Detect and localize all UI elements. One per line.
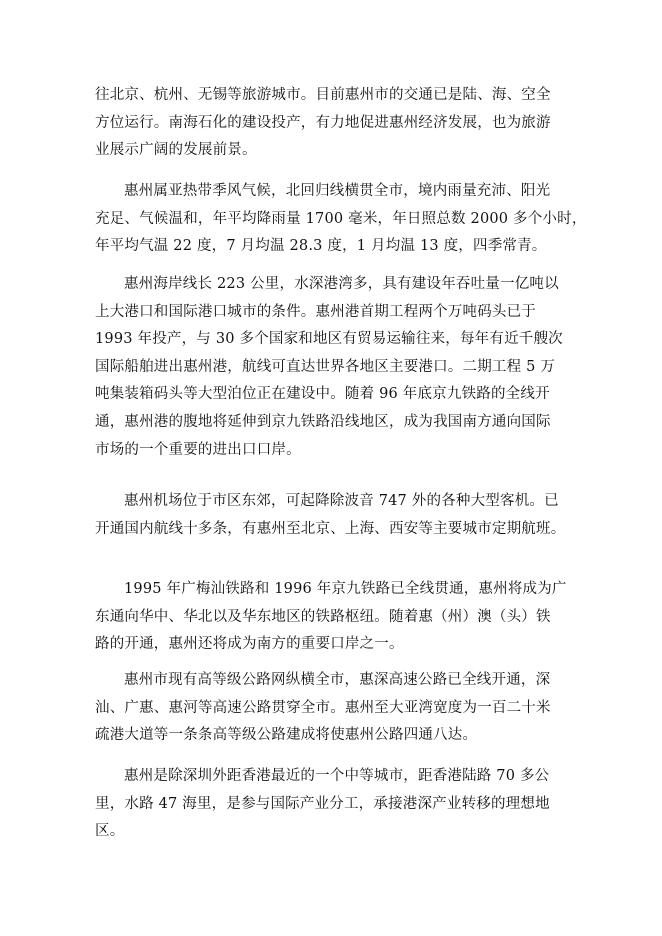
text-line: 里，水路 47 海里，是参与国际产业分工，承接港深产业转移的理想地 <box>95 795 550 812</box>
text-line: 国际船舶进出惠州港，航线可直达世界各地区主要港口。二期工程 5 万 <box>95 358 556 375</box>
text-line: 区。 <box>95 823 125 840</box>
text-line: 往北京、杭州、无锡等旅游城市。目前惠州市的交通已是陆、海、空全 <box>95 87 551 103</box>
paragraph-climate <box>95 178 587 261</box>
text-line: 年平均气温 22 度，7 月均温 28.3 度，1 月均温 13 度，四季常青。 <box>95 238 547 255</box>
text-line: 吨集装箱码头等大型泊位正在建设中。随着 96 年底京九铁路的全线开 <box>95 386 550 403</box>
paragraph-tourism-transport <box>95 82 587 165</box>
text-line: 惠州市现有高等级公路网纵横全市，惠深高速公路已全线开通，深 <box>124 672 551 688</box>
text-line: 汕、广惠、惠河等高速公路贯穿全市。惠州至大亚湾宽度为一百二十米 <box>95 699 551 716</box>
text-line: 惠州海岸线长 223 公里，水深港湾多，具有建设年吞吐量一亿吨以 <box>124 276 559 292</box>
paragraph-airport <box>95 488 587 543</box>
text-line: 东通向华中、华北以及华东地区的铁路枢纽。随着惠（州）澳（头）铁 <box>95 608 551 625</box>
text-line: 惠州属亚热带季风气候，北回归线横贯全市，境内雨量充沛、阳光 <box>124 183 551 199</box>
text-line: 1993 年投产，与 30 多个国家和地区有贸易运输往来，每年有近千艘次 <box>95 331 563 348</box>
text-line: 充足、气候温和，年平均降雨量 1700 毫米，年日照总数 2000 多个小时， <box>95 210 587 227</box>
paragraph-railway <box>95 576 587 659</box>
text-line: 1995 年广梅汕铁路和 1996 年京九铁路已全线贯通，惠州将成为广 <box>124 581 567 597</box>
text-line: 市场的一个重要的进出口口岸。 <box>95 441 301 458</box>
paragraph-hong-kong-proximity <box>95 763 587 846</box>
text-line: 通，惠州港的腹地将延伸到京九铁路沿线地区，成为我国南方通向国际 <box>95 413 551 430</box>
text-line: 疏港大道等一条条高等级公路建成将使惠州公路四通八达。 <box>95 727 478 744</box>
text-line: 惠州是除深圳外距香港最近的一个中等城市，距香港陆路 70 多公 <box>124 768 550 784</box>
paragraph-highways <box>95 667 587 750</box>
text-line: 上大港口和国际港口城市的条件。惠州港首期工程两个万吨码头已于 <box>95 303 536 320</box>
text-line: 开通国内航线十多条，有惠州至北京、上海、西安等主要城市定期航班。 <box>95 520 566 537</box>
text-line: 方位运行。南海石化的建设投产，有力地促进惠州经济发展，也为旅游 <box>95 114 551 131</box>
text-line: 路的开通，惠州还将成为南方的重要口岸之一。 <box>95 636 404 653</box>
text-line: 惠州机场位于市区东郊，可起降除波音 747 外的各种大型客机。已 <box>124 493 559 509</box>
text-line: 业展示广阔的发展前景。 <box>95 142 257 159</box>
paragraph-port <box>95 271 587 464</box>
